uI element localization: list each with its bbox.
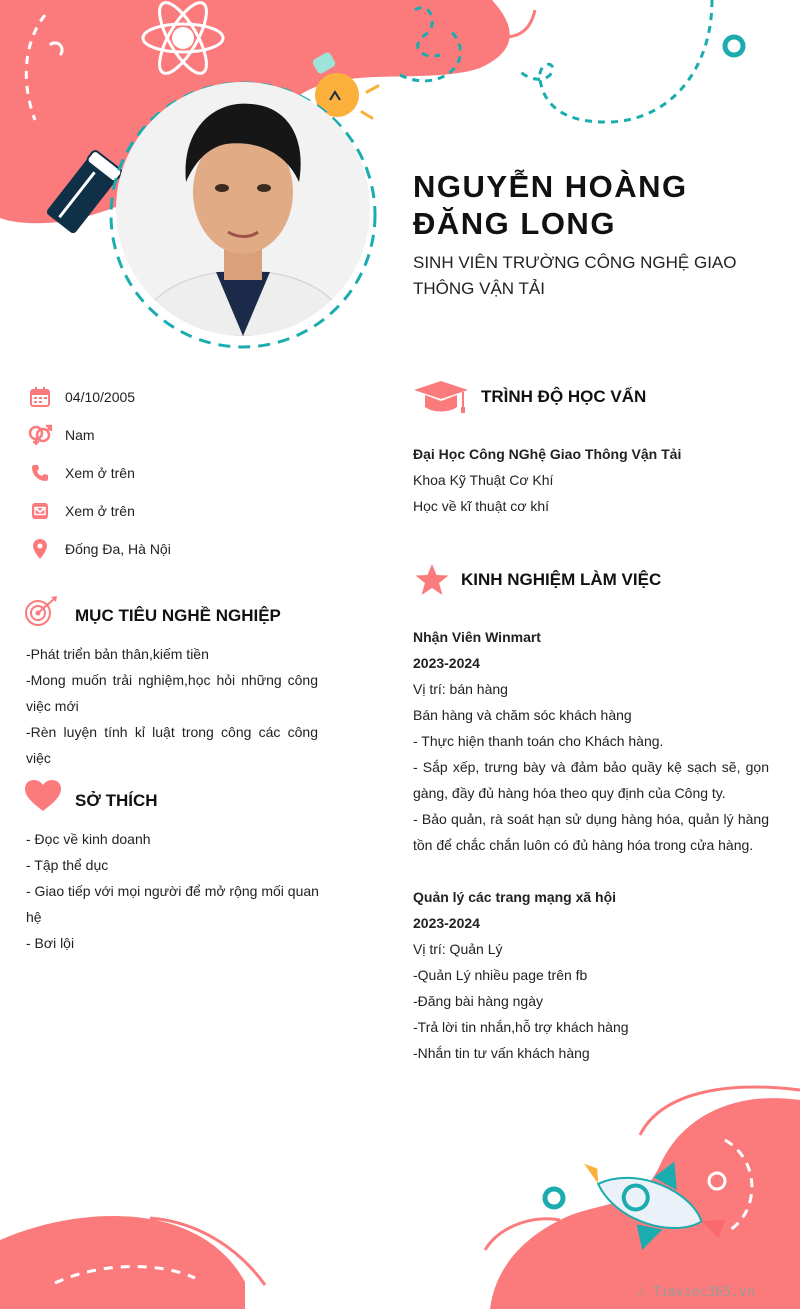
graduation-cap-icon <box>413 380 469 416</box>
objective-list <box>26 641 318 771</box>
email-icon <box>26 499 54 523</box>
job-period: 2023-2024 <box>413 915 480 931</box>
contact-gender-text: Nam <box>65 427 95 443</box>
hobbies-list <box>26 826 326 956</box>
contact-email <box>26 497 346 525</box>
hobby-item: - Giao tiếp với mọi người để mở rộng mối quan hệ <box>26 883 319 925</box>
heart-icon <box>24 779 62 813</box>
contact-gender <box>26 421 346 449</box>
star-icon <box>414 563 450 597</box>
job-company: Quản lý các trang mạng xã hội <box>413 889 617 905</box>
contact-birthdate-text: 04/10/2005 <box>65 389 136 405</box>
education-details <box>413 441 773 519</box>
education-title: TRÌNH ĐỘ HỌC VẤN <box>481 387 647 406</box>
job-detail: -Quản Lý nhiều page trên fb <box>413 967 588 983</box>
phone-icon <box>26 461 54 485</box>
job-detail: -Đăng bài hàng ngày <box>413 993 543 1009</box>
contact-location <box>26 535 346 563</box>
job-detail: -Nhắn tin tư vấn khách hàng <box>413 1045 590 1061</box>
education-faculty: Khoa Kỹ Thuật Cơ Khí <box>413 472 554 488</box>
job-winmart <box>413 624 769 858</box>
objective-item: -Phát triển bản thân,kiếm tiền <box>26 646 209 662</box>
contact-location-text: Đống Đa, Hà Nội <box>65 541 171 557</box>
contact-phone <box>26 459 346 487</box>
subtitle-line-1: SINH VIÊN TRƯỜNG CÔNG NGHỆ GIAO <box>413 253 737 272</box>
objective-item: -Mong muốn trải nghiệm,học hỏi những công việc mới <box>26 672 318 714</box>
name-line-2: ĐĂNG LONG <box>413 206 616 241</box>
hobby-item: - Tập thể dục <box>26 857 109 873</box>
subtitle-line-2: THÔNG VẬN TẢI <box>413 279 545 298</box>
job-detail: - Sắp xếp, trưng bày và đảm bảo quầy kệ sạch sẽ, gọn gàng, đầy đủ hàng hóa theo quy định của Công ty. <box>413 759 769 801</box>
job-detail: - Bảo quản, rà soát hạn sử dụng hàng hóa, quản lý hàng tồn để chắc chắn luôn có đủ hàng hóa trong cửa hàng. <box>413 811 769 853</box>
watermark: ∴ Timviec365.vn <box>637 1285 755 1300</box>
job-period: 2023-2024 <box>413 655 480 671</box>
contact-email-text: Xem ở trên <box>65 503 135 519</box>
education-school: Đại Học Công NGhệ Giao Thông Vận Tải <box>413 446 682 462</box>
job-position: Vị trí: Quản Lý <box>413 941 503 957</box>
gender-icon <box>26 423 54 447</box>
watermark-text: Timviec365.vn <box>652 1285 755 1300</box>
job-position: Vị trí: bán hàng <box>413 681 508 697</box>
location-icon <box>26 537 54 561</box>
candidate-subtitle <box>413 250 773 302</box>
name-line-1: NGUYỄN HOÀNG <box>413 169 688 204</box>
hobby-item: - Đọc về kinh doanh <box>26 831 151 847</box>
job-detail: - Thực hiện thanh toán cho Khách hàng. <box>413 733 664 749</box>
calendar-icon <box>26 385 54 409</box>
job-detail: Bán hàng và chăm sóc khách hàng <box>413 707 632 723</box>
target-icon <box>24 595 60 629</box>
candidate-name <box>413 168 793 242</box>
experience-title: KINH NGHIỆM LÀM VIỆC <box>461 570 662 589</box>
hobby-item: - Bơi lội <box>26 935 75 951</box>
objective-item: -Rèn luyện tính kỉ luật trong công các công việc <box>26 724 318 766</box>
objective-title: MỤC TIÊU NGHỀ NGHIỆP <box>75 606 281 625</box>
profile-photo <box>116 82 370 336</box>
contact-birthdate <box>26 383 346 411</box>
education-description: Học về kĩ thuật cơ khí <box>413 498 550 514</box>
hobbies-title: SỞ THÍCH <box>75 791 158 810</box>
contact-phone-text: Xem ở trên <box>65 465 135 481</box>
job-company: Nhận Viên Winmart <box>413 629 541 645</box>
job-detail: -Trả lời tin nhắn,hỗ trợ khách hàng <box>413 1019 629 1035</box>
job-social-media <box>413 884 769 1066</box>
